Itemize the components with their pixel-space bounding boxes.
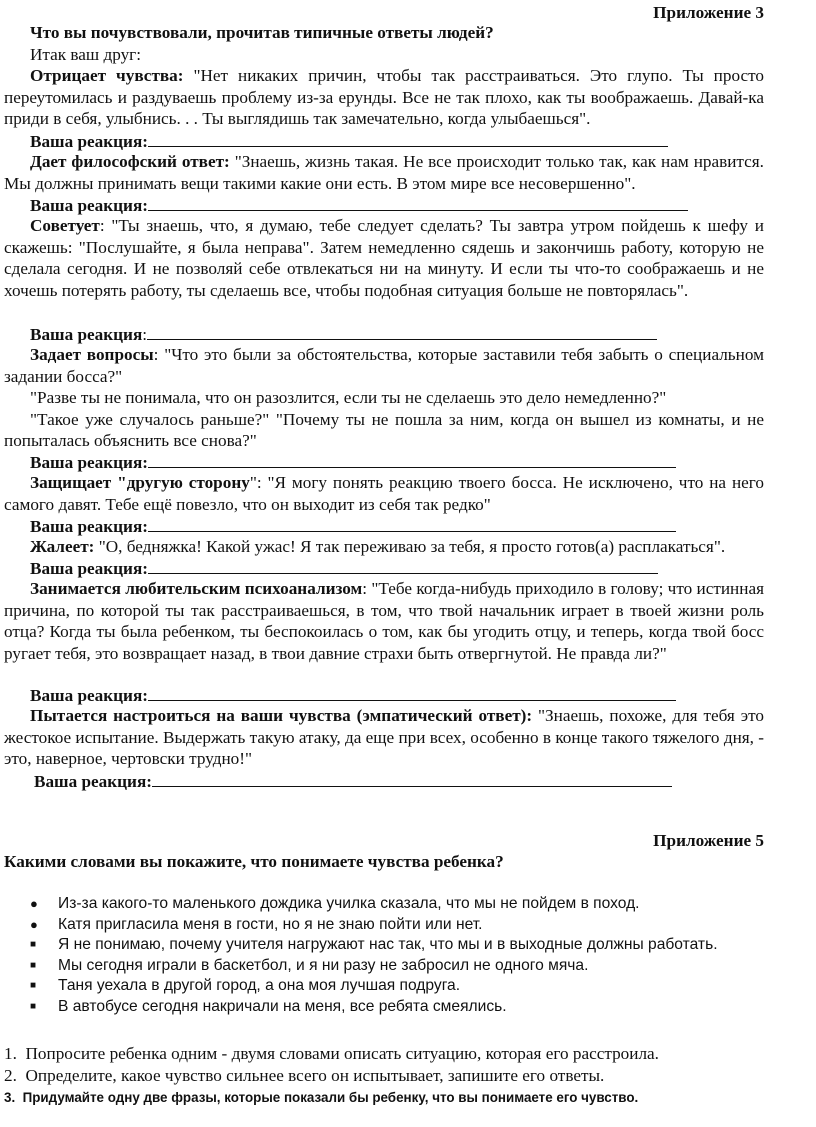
answer-line[interactable] [148, 684, 676, 701]
reaction-colon: : [142, 325, 148, 344]
item-text: "О, бедняжка! Какой ужас! Я так переживаю за тебя, я просто готов(а) расплакаться". [94, 537, 726, 556]
step-text: Придумайте одну две фразы, которые показали бы ребенку, что вы понимаете его чувство. [22, 1090, 639, 1105]
item-heading: Советует [30, 216, 100, 235]
item-extra-question: "Разве ты не понимала, что он разозлится, если ты не сделаешь это дело немедленно?" [30, 388, 667, 407]
list-item-text: Я не понимаю, почему учителя нагружают нас так, что мы и в выходные должны работать. [58, 936, 718, 954]
appendix-3-intro: Итак ваш друг: [30, 44, 141, 64]
item-text: "Знаешь, жизнь такая. Не все происходит только так, как нам нравится. Мы должны принимать вещи такими какие они есть. В этом мире все несовершенно". [4, 152, 764, 193]
appendix-3-title-block [4, 22, 764, 65]
item-philosophical-answer [4, 151, 764, 194]
reaction-field-1[interactable] [30, 130, 668, 153]
answer-line[interactable] [148, 130, 668, 147]
item-empathic-answer [4, 705, 764, 770]
item-text: : "Тебе когда-нибудь приходило в голову; что истинная причина, по которой ты так расстраиваешься, в том, что твой начальник играет в твоей жизни роль отца? Когда ты была ребенком, ты беспокоилась о том, как бы угодить отцу, и теперь, когда твой босс ругает тебя, это возвращает назад, в твои давние страхи быть отвергнутой. Не правда ли?" [4, 579, 764, 663]
item-heading: Занимается любительским психоанализом [30, 579, 363, 598]
reaction-label: Ваша реакция: [30, 132, 148, 151]
item-asks-questions [4, 344, 764, 452]
item-extra-question: "Такое уже случалось раньше?" "Почему ты не пошла за ним, когда он вышел из комнаты, и не попыталась объяснить все снова?" [4, 409, 764, 450]
square-bullet-icon: ■ [30, 939, 37, 951]
reaction-field-7[interactable] [30, 684, 676, 707]
reaction-label: Ваша реакция: [30, 686, 148, 705]
answer-line[interactable] [148, 194, 688, 211]
reaction-label: Ваша реакция: [30, 196, 148, 215]
item-defends-other-side [4, 472, 764, 515]
step-text: Попросите ребенка одним - двумя словами описать ситуацию, которая его расстроила. [25, 1044, 659, 1063]
answer-line[interactable] [148, 451, 676, 468]
item-text: ": "Я могу понять реакцию твоего босса. Не исключено, что на него самого давят. Тебе ещё повезло, что он выходит из себя так редко" [4, 473, 764, 514]
reaction-field-8[interactable] [34, 770, 672, 793]
list-item-text: Таня уехала в другой город, а она моя лучшая подруга. [58, 977, 461, 995]
step-number: 2. [4, 1066, 17, 1085]
situation-list [24, 894, 764, 1018]
item-advises [4, 215, 764, 301]
item-text: : "Ты знаешь, что, я думаю, тебе следует сделать? Ты завтра утром пойдешь к шефу и скажешь: "Послушайте, я была неправа". Затем немедленно сядешь и закончишь работу, которую не сделала сегодня. И не позволяй себе отвлекаться ни на минуту. И если ты что-то соображаешь и не хочешь потерять работу, ты сделаешь все, чтобы подобная ситуация больше не повторялась". [4, 216, 764, 300]
step-text: Определите, какое чувство сильнее всего он испытывает, запишите его ответы. [25, 1066, 605, 1085]
step-number: 3. [4, 1090, 16, 1105]
reaction-field-3[interactable] [30, 323, 657, 346]
step-1 [4, 1044, 659, 1064]
item-heading: Дает философский ответ: [30, 152, 230, 171]
item-amateur-psychoanalysis [4, 578, 764, 664]
bullet-icon: ● [30, 916, 38, 932]
item-text: "Нет никаких причин, чтобы так расстраиваться. Это глупо. Ты просто переутомилась и раздуваешь проблему из-за ерунды. Все не так плохо, как ты воображаешь. Давай-ка приди в себя, улыбнись. . . Ты выглядишь так замечательно, когда улыбаешься". [4, 66, 764, 128]
reaction-label: Ваша реакция: [34, 772, 152, 791]
reaction-field-4[interactable] [30, 451, 676, 474]
list-item-text: Из-за какого-то маленького дождика училка сказала, что мы не пойдем в поход. [58, 895, 640, 912]
item-text: : "Что это были за обстоятельства, которые заставили тебя забыть о специальном задании босса?" [4, 345, 764, 386]
answer-line[interactable] [148, 557, 658, 574]
item-denies-feelings [4, 65, 764, 130]
appendix-5-title: Какими словами вы покажите, что понимаете чувства ребенка? [4, 852, 504, 871]
bullet-icon: ● [30, 896, 38, 911]
list-item [24, 935, 764, 956]
answer-line[interactable] [147, 323, 657, 340]
item-text: "Знаешь, похоже, для тебя это жестокое испытание. Выдержать такую атаку, да еще при всех, особенно в конце такого тяжелого дня, - это, наверное, чертовски трудно!" [4, 706, 764, 768]
list-item [24, 915, 764, 936]
list-item [24, 997, 764, 1018]
list-item [24, 956, 764, 977]
step-2 [4, 1066, 604, 1086]
item-heading: Жалеет: [30, 537, 95, 556]
reaction-label: Ваша реакция: [30, 517, 148, 536]
step-3 [4, 1090, 638, 1105]
reaction-label: Ваша реакция: [30, 559, 148, 578]
square-bullet-icon: ■ [30, 980, 37, 992]
list-item-text: Мы сегодня играли в баскетбол, и я ни разу не забросил не одного мяча. [58, 956, 589, 974]
item-heading: Защищает "другую сторону [30, 473, 250, 492]
list-item [24, 976, 764, 997]
item-heading: Задает вопросы [30, 345, 154, 364]
appendix-3-title: Что вы почувствовали, прочитав типичные ответы людей? [30, 23, 494, 42]
reaction-field-2[interactable] [30, 194, 688, 217]
list-item-text: В автобусе сегодня накричали на меня, все ребята смеялись. [58, 997, 507, 1015]
reaction-field-5[interactable] [30, 515, 676, 538]
list-item [24, 894, 764, 915]
reaction-field-6[interactable] [30, 557, 658, 580]
square-bullet-icon: ■ [30, 959, 37, 971]
list-item-text: Катя пригласила меня в гости, но я не знаю пойти или нет. [58, 915, 483, 933]
item-heading: Пытается настроиться на ваши чувства (эмпатический ответ): [30, 706, 533, 725]
answer-line[interactable] [152, 770, 672, 787]
reaction-label: Ваша реакция [30, 325, 143, 344]
appendix-5-label: Приложение 5 [653, 831, 764, 850]
reaction-label: Ваша реакция: [30, 453, 148, 472]
item-pities [4, 536, 764, 558]
item-heading: Отрицает чувства: [30, 66, 184, 85]
square-bullet-icon: ■ [30, 1000, 37, 1012]
answer-line[interactable] [148, 515, 676, 532]
step-number: 1. [4, 1044, 17, 1063]
appendix-3-label: Приложение 3 [653, 3, 764, 22]
